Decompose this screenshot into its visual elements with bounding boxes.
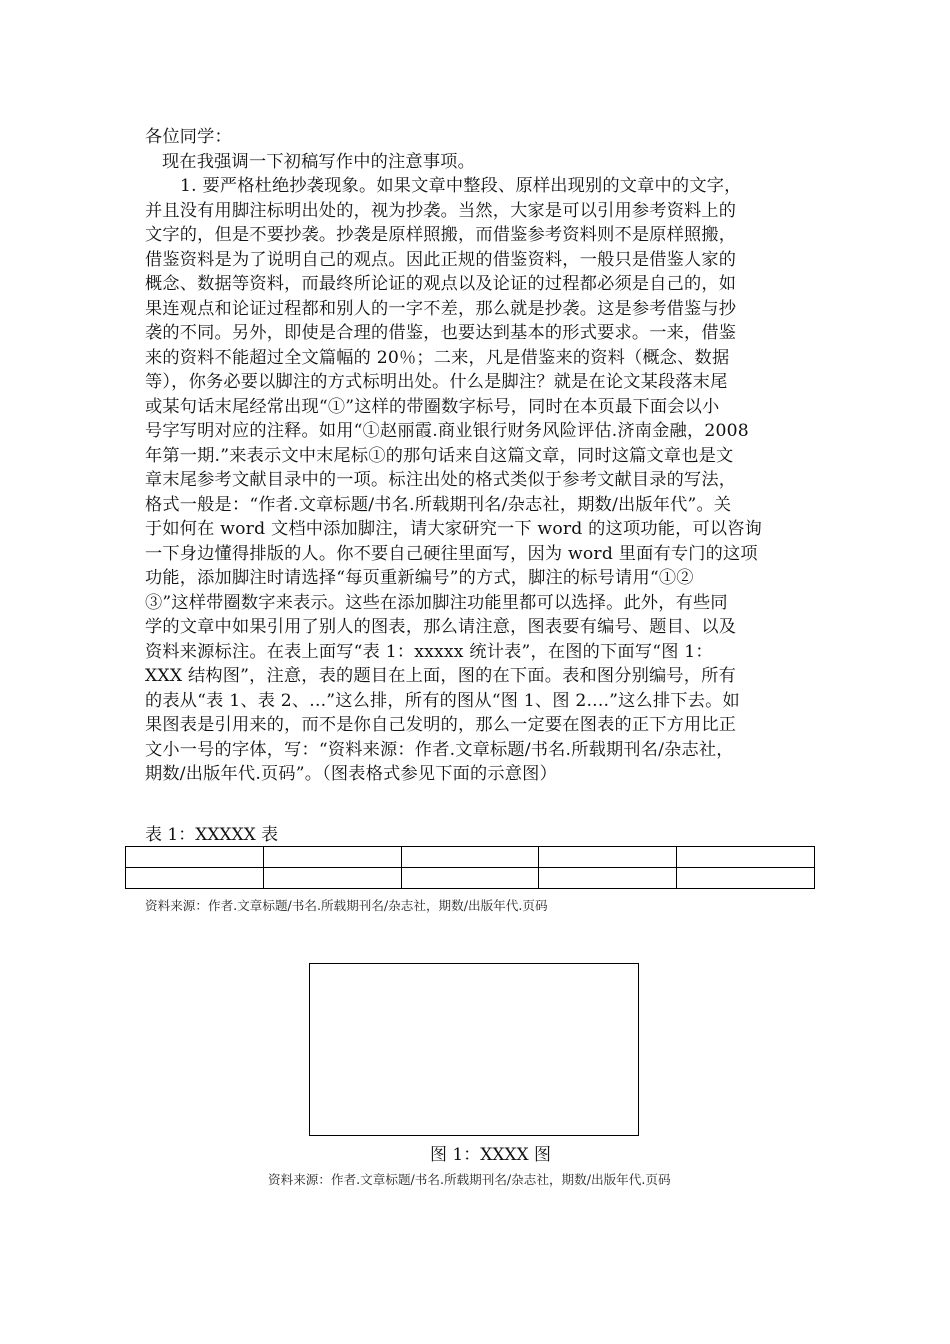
paragraph-line: 年第一期.”来表示文中末尾标①的那句话来自这篇文章，同时这篇文章也是文 <box>145 445 734 466</box>
paragraph-line: 文字的，但是不要抄袭。抄袭是原样照搬，而借鉴参考资料则不是原样照搬， <box>145 225 737 245</box>
paragraph-line: 等），你务必要以脚注的方式标明出处。什么是脚注？就是在论文某段落末尾 <box>145 372 728 392</box>
table-cell <box>263 868 401 889</box>
figure-caption: 图 1：XXXX 图 <box>430 1145 552 1165</box>
table-row <box>126 868 815 889</box>
paragraph-line: 章末尾参考文献目录中的一项。标注出处的格式类似于参考文献目录的写法， <box>145 470 737 490</box>
table-cell <box>539 868 677 889</box>
paragraph-line: 资料来源标注。在表上面写“表 1：xxxxx 统计表”，在图的下面写“图 1： <box>145 641 713 662</box>
table-cell <box>539 847 677 868</box>
paragraph-line: 果连观点和论证过程都和别人的一字不差，那么就是抄袭。这是参考借鉴与抄 <box>145 298 737 319</box>
paragraph-line: 于如何在 word 文档中添加脚注，请大家研究一下 word 的这项功能，可以咨询 <box>145 519 763 539</box>
paragraph-line: 号字写明对应的注释。如用“①赵丽霞.商业银行财务风险评估.济南金融，2008 <box>145 421 749 441</box>
paragraph-line: 果图表是引用来的，而不是你自己发明的，那么一定要在图表的正下方用比正 <box>145 715 737 735</box>
table-cell <box>126 868 264 889</box>
table-cell <box>401 868 539 889</box>
paragraph-line: 的表从“表 1、表 2、...”这么排，所有的图从“图 1、图 2....”这么排下去。如 <box>145 690 740 711</box>
paragraph-line: 功能，添加脚注时请选择“每页重新编号”的方式，脚注的标号请用“①② <box>145 568 694 588</box>
table-cell <box>677 868 815 889</box>
table-cell <box>401 847 539 868</box>
paragraph-line: 学的文章中如果引用了别人的图表，那么请注意，图表要有编号、题目、以及 <box>145 617 737 637</box>
figure-placeholder <box>309 963 639 1136</box>
table-source-note: 资料来源：作者.文章标题/书名.所载期刊名/杂志社，期数/出版年代.页码 <box>145 898 548 913</box>
paragraph-line: 来的资料不能超过全文篇幅的 20％；二来，凡是借鉴来的资料（概念、数据 <box>145 347 730 368</box>
paragraph-line: 概念、数据等资料，而最终所论证的观点以及论证的过程都必须是自己的，如 <box>145 274 737 294</box>
greeting: 各位同学： <box>145 127 232 147</box>
paragraph-line: ③”这样带圈数字来表示。这些在添加脚注功能里都可以选择。此外，有些同 <box>145 592 728 613</box>
paragraph-line: 并且没有用脚注标明出处的，视为抄袭。当然，大家是可以引用参考资料上的 <box>145 200 737 221</box>
paragraph-line: 或某句话末尾经常出现“①”这样的带圈数字标号，同时在本页最下面会以小 <box>145 396 720 417</box>
paragraph-line: 袭的不同。另外，即使是合理的借鉴，也要达到基本的形式要求。一来，借鉴 <box>145 323 737 343</box>
paragraph-line: 借鉴资料是为了说明自己的观点。因此正规的借鉴资料，一般只是借鉴人家的 <box>145 249 737 270</box>
paragraph-line: 格式一般是：“作者.文章标题/书名.所载期刊名/杂志社，期数/出版年代”。关 <box>145 494 732 515</box>
paragraph-line: 一下身边懂得排版的人。你不要自己硬往里面写，因为 word 里面有专门的这项 <box>145 543 758 564</box>
paragraph-line: XXX 结构图”，注意，表的题目在上面，图的在下面。表和图分别编号，所有 <box>145 666 736 686</box>
table-cell <box>677 847 815 868</box>
table-cell <box>126 847 264 868</box>
table-row <box>126 847 815 868</box>
table-caption: 表 1：XXXXX 表 <box>145 825 279 845</box>
figure-source-note: 资料来源：作者.文章标题/书名.所载期刊名/杂志社，期数/出版年代.页码 <box>268 1172 671 1187</box>
intro-line: 现在我强调一下初稿写作中的注意事项。 <box>162 151 475 172</box>
sample-table <box>125 846 815 889</box>
table-cell <box>263 847 401 868</box>
paragraph-line: 1. 要严格杜绝抄袭现象。如果文章中整段、原样出现别的文章中的文字， <box>180 176 742 196</box>
paragraph-line: 文小一号的字体，写：“资料来源：作者.文章标题/书名.所载期刊名/杂志社， <box>145 739 734 760</box>
paragraph-line: 期数/出版年代.页码”。（图表格式参见下面的示意图） <box>145 764 557 784</box>
